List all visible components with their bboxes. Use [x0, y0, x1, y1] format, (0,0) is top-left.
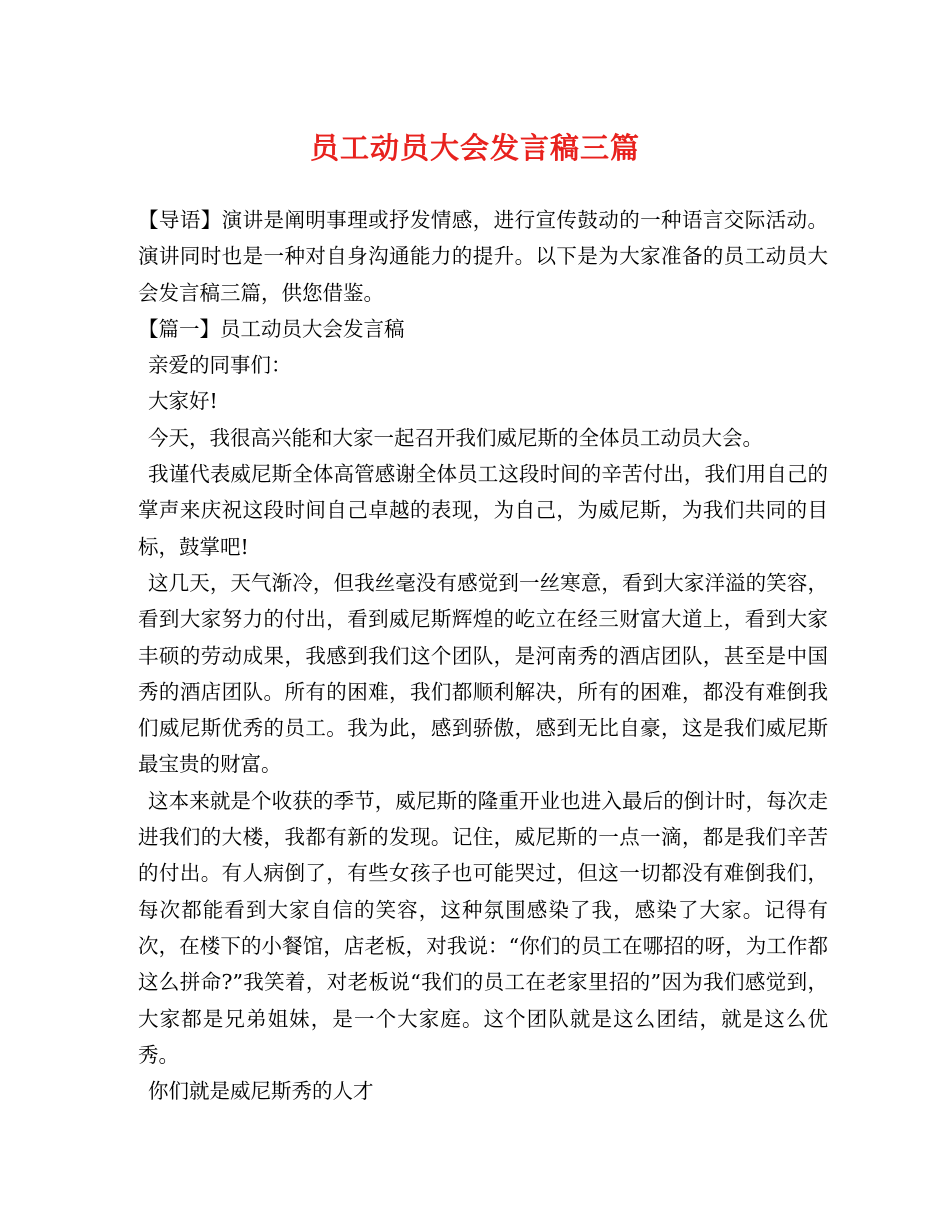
body-paragraph: 你们就是威尼斯秀的人才 [148, 1079, 374, 1104]
intro-paragraph: 【导语】演讲是阐明事理或抒发情感，进行宣传鼓动的一种语言交际活动。演讲同时也是一种对自身沟通能力的提升。以下是为大家准备的员工动员大会发言稿三篇，供您借鉴。 [138, 208, 828, 305]
salutation: 亲爱的同事们： [148, 353, 292, 378]
document-body [138, 202, 828, 1109]
body-paragraph: 这本来就是个收获的季节，威尼斯的隆重开业也进入最后的倒计时，每次走进我们的大楼，我都有新的发现。记住，威尼斯的一点一滴，都是我们辛苦的付出。有人病倒了，有些女孩子也可能哭过，但这一切都没有难倒我们，每次都能看到大家自信的笑容，这种氛围感染了我，感染了大家。记得有次，在楼下的小餐馆，店老板，对我说：“你们的员工在哪招的呀，为工作都这么拼命?”我笑着，对老板说“我们的员工在老家里招的”因为我们感觉到，大家都是兄弟姐妹，是一个大家庭。这个团队就是这么团结，就是这么优秀。 [138, 788, 828, 1067]
body-paragraph: 我谨代表威尼斯全体高管感谢全体员工这段时间的辛苦付出，我们用自己的掌声来庆祝这段时间自己卓越的表现，为自己，为威尼斯，为我们共同的目标，鼓掌吧! [138, 462, 828, 559]
body-paragraph: 今天，我很高兴能和大家一起召开我们威尼斯的全体员工动员大会。 [148, 425, 763, 450]
document-title: 员工动员大会发言稿三篇 [309, 131, 640, 165]
body-paragraph: 这几天，天气渐冷，但我丝毫没有感觉到一丝寒意，看到大家洋溢的笑容，看到大家努力的付出，看到威尼斯辉煌的屹立在经三财富大道上，看到大家丰硕的劳动成果，我感到我们这个团队，是河南秀的酒店团队，甚至是中国秀的酒店团队。所有的困难，我们都顺利解决，所有的困难，都没有难倒我们威尼斯优秀的员工。我为此，感到骄傲，感到无比自豪，这是我们威尼斯最宝贵的财富。 [138, 570, 828, 777]
section-heading: 【篇一】员工动员大会发言稿 [138, 316, 405, 341]
greeting: 大家好! [148, 389, 218, 414]
